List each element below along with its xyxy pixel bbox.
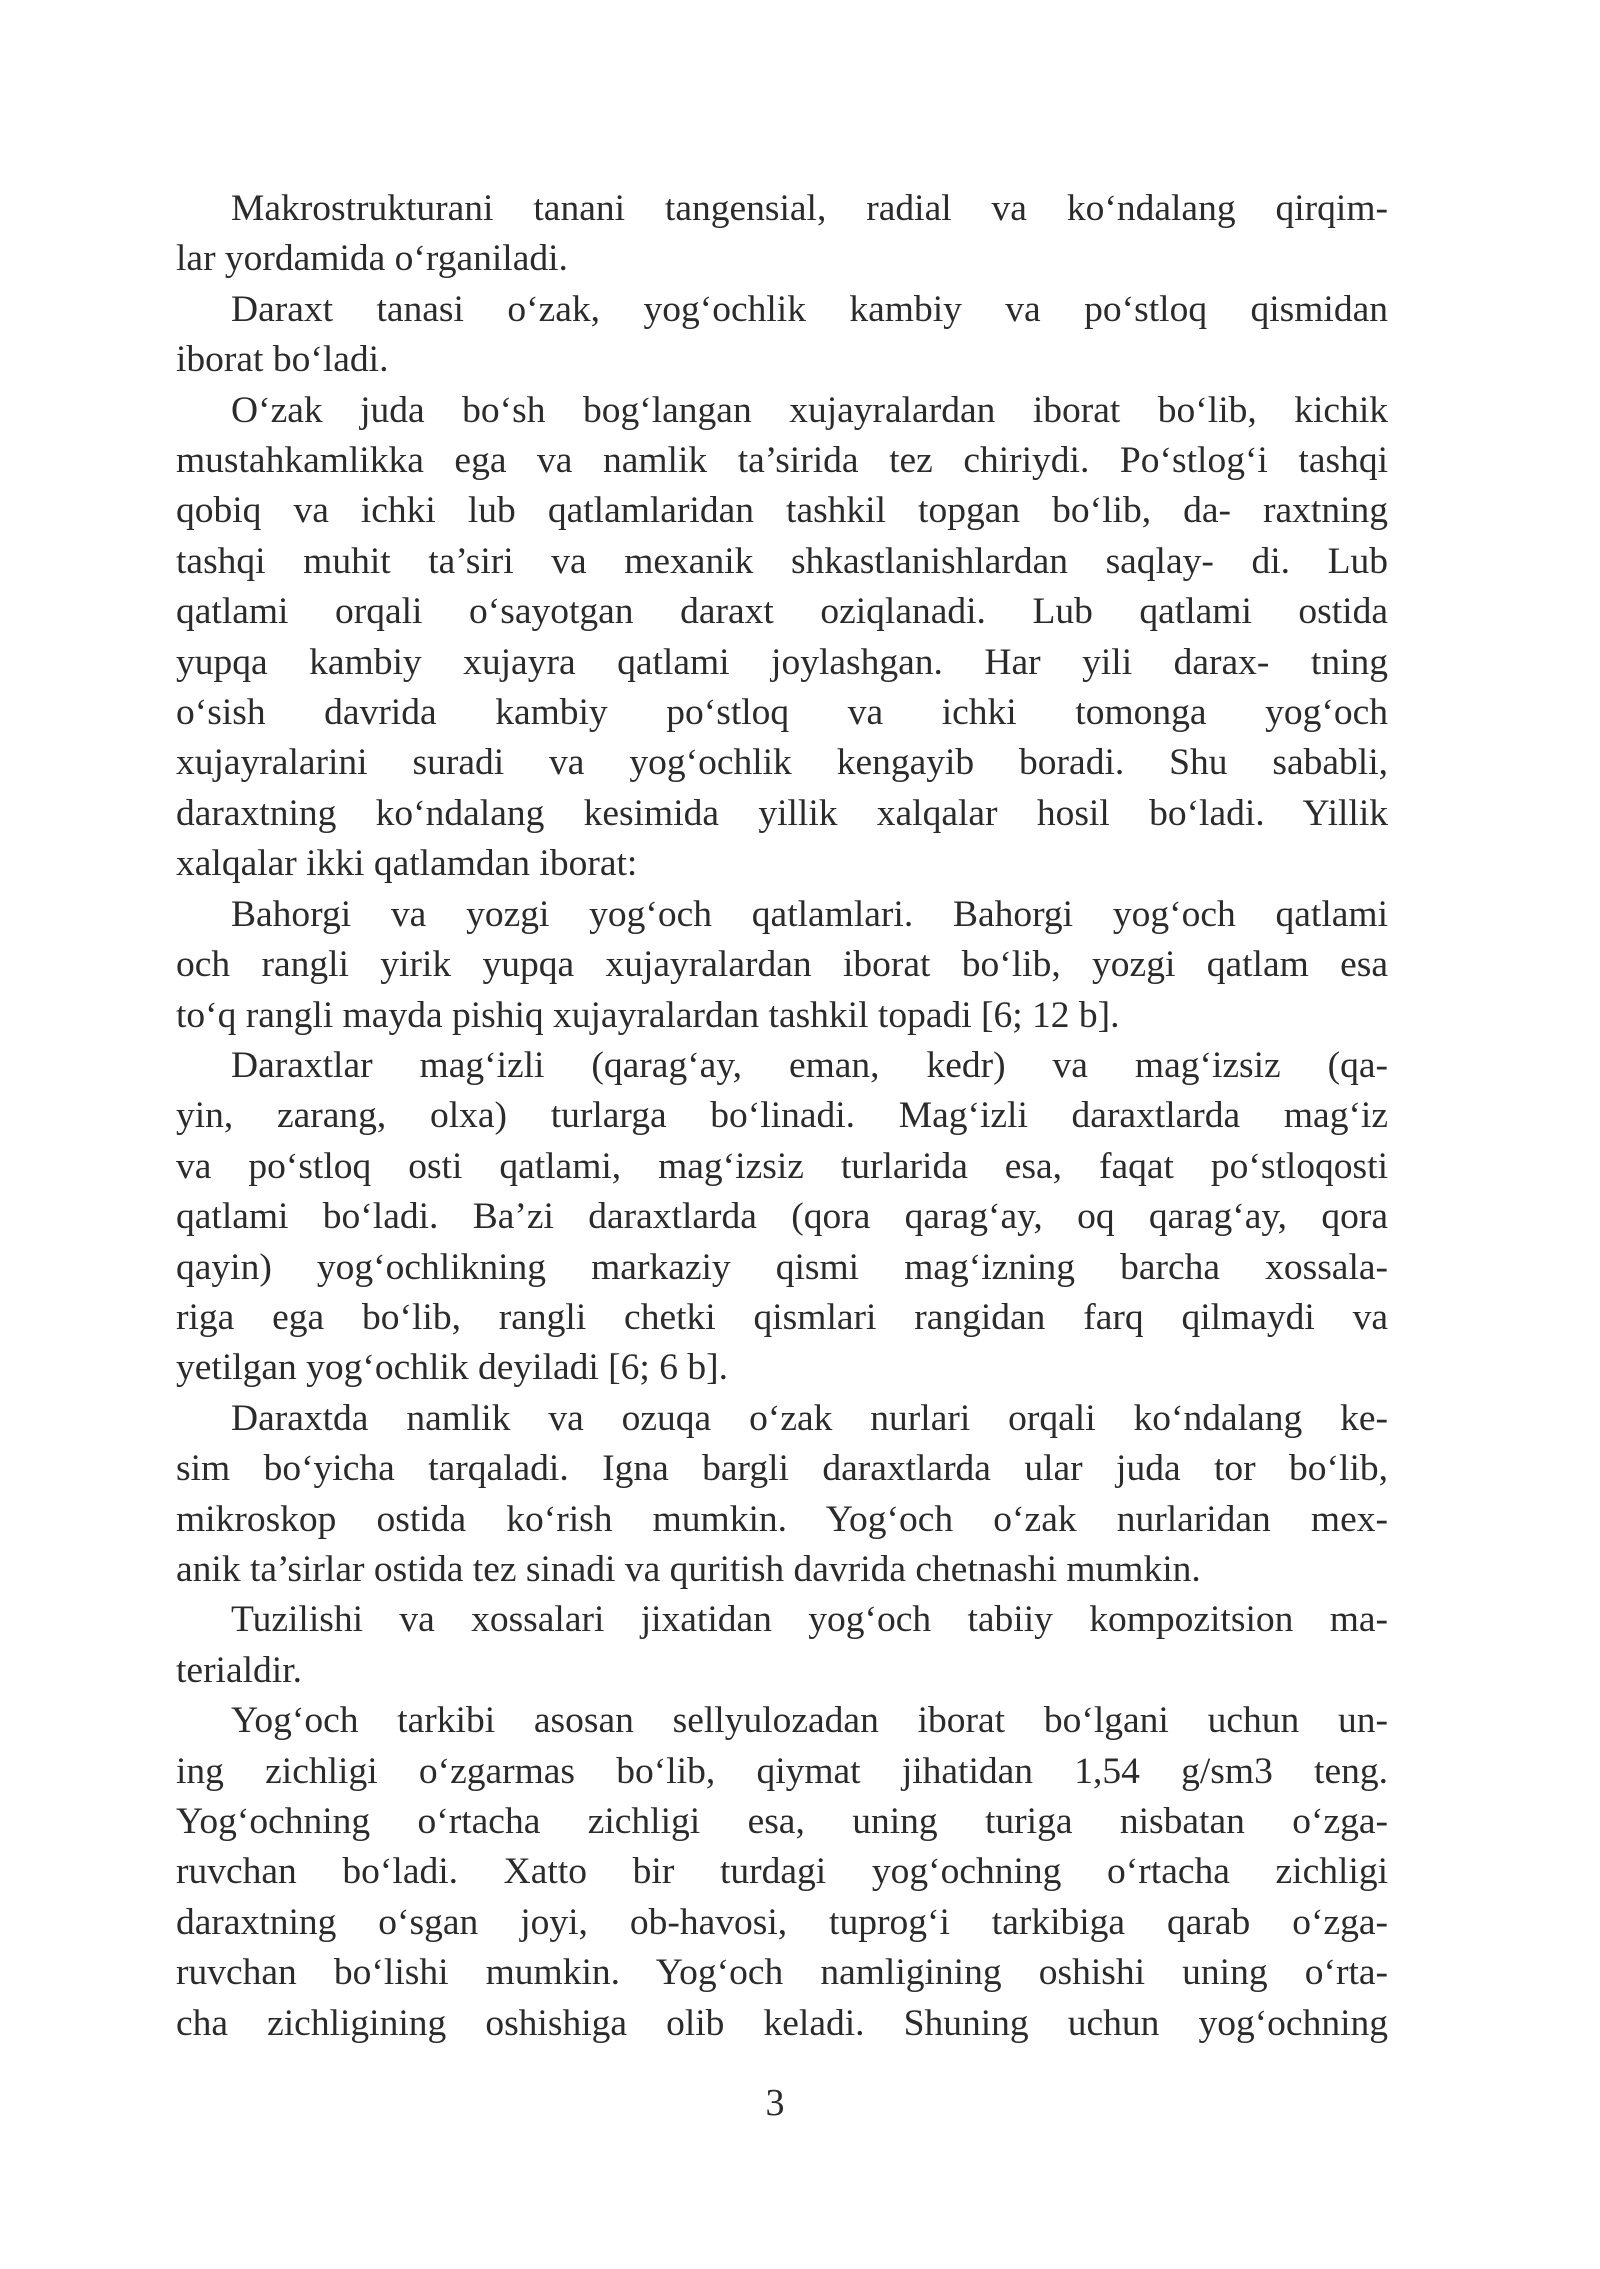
text-line: riga ega bo‘lib, rangli chetki qismlari rangidan farq qilmaydi va [176, 1296, 1388, 1338]
text-line: O‘zak juda bo‘sh bog‘langan xujayralardan iborat bo‘lib, kichik [231, 389, 1388, 431]
text-line: yetilgan yog‘ochlik deyiladi [6; 6 b]. [176, 1347, 728, 1389]
text-line: ing zichligi o‘zgarmas bo‘lib, qiymat jihatidan 1,54 g/sm3 teng. [176, 1750, 1388, 1792]
text-line: mikroskop ostida ko‘rish mumkin. Yog‘och o‘zak nurlaridan mex- [176, 1498, 1388, 1540]
body-text [176, 184, 1388, 2049]
text-line: Yog‘och tarkibi asosan sellyulozadan iborat bo‘lgani uchun un- [231, 1700, 1388, 1742]
text-line: Makrostrukturani tanani tangensial, radial va ko‘ndalang qirqim- [231, 188, 1388, 229]
page-number: 3 [765, 2082, 785, 2124]
text-line: ruvchan bo‘lishi mumkin. Yog‘och namligining oshishi uning o‘rta- [176, 1952, 1388, 1994]
text-line: Tuzilishi va xossalari jixatidan yog‘och tabiiy kompozitsion ma- [231, 1599, 1388, 1641]
text-line: Bahorgi va yozgi yog‘och qatlamlari. Bahorgi yog‘och qatlami [231, 893, 1388, 935]
text-line: qobiq va ichki lub qatlamlaridan tashkil topgan bo‘lib, da- raxtning [176, 490, 1388, 532]
text-line: Daraxt tanasi o‘zak, yog‘ochlik kambiy va po‘stloq qismidan [231, 288, 1388, 330]
text-line: va po‘stloq osti qatlami, mag‘izsiz turlarida esa, faqat po‘stloqosti [176, 1145, 1388, 1187]
text-line: qatlami bo‘ladi. Ba’zi daraxtlarda (qora qarag‘ay, oq qarag‘ay, qora [176, 1196, 1388, 1238]
text-line: daraxtning ko‘ndalang kesimida yillik xalqalar hosil bo‘ladi. Yillik [176, 792, 1388, 834]
text-line: cha zichligining oshishiga olib keladi. Shuning uchun yog‘ochning [176, 2002, 1388, 2044]
paragraph [176, 184, 1388, 285]
text-line: yin, zarang, olxa) turlarga bo‘linadi. Mag‘izli daraxtlarda mag‘iz [176, 1095, 1388, 1137]
paragraph [176, 386, 1388, 890]
text-line: yupqa kambiy xujayra qatlami joylashgan. Har yili darax- tning [176, 641, 1388, 683]
paragraph [176, 1041, 1388, 1394]
text-line: tashqi muhit ta’siri va mexanik shkastlanishlardan saqlay- di. Lub [176, 540, 1388, 582]
text-line: terialdir. [176, 1649, 302, 1691]
text-line: Yog‘ochning o‘rtacha zichligi esa, uning turiga nisbatan o‘zga- [176, 1801, 1388, 1842]
text-line: mustahkamlikka ega va namlik ta’sirida tez chiriydi. Po‘stlog‘i tashqi [176, 440, 1388, 482]
paragraph [176, 1696, 1388, 2049]
text-line: iborat bo‘ladi. [176, 339, 389, 381]
paragraph [176, 1394, 1388, 1596]
text-line: sim bo‘yicha tarqaladi. Igna bargli daraxtlarda ular juda tor bo‘lib, [176, 1448, 1388, 1490]
text-line: och rangli yirik yupqa xujayralardan iborat bo‘lib, yozgi qatlam esa [176, 944, 1388, 986]
text-line: Daraxtlar mag‘izli (qarag‘ay, eman, kedr) va mag‘izsiz (qa- [231, 1044, 1388, 1086]
text-line: qayin) yog‘ochlikning markaziy qismi mag‘izning barcha xossala- [176, 1246, 1388, 1288]
paragraph [176, 285, 1388, 386]
paragraph [176, 890, 1388, 1041]
text-line: xujayralarini suradi va yog‘ochlik kengayib boradi. Shu sababli, [176, 742, 1388, 784]
text-line: xalqalar ikki qatlamdan iborat: [176, 843, 638, 885]
text-line: lar yordamida o‘rganiladi. [176, 238, 568, 280]
text-line: ruvchan bo‘ladi. Xatto bir turdagi yog‘ochning o‘rtacha zichligi [176, 1851, 1388, 1893]
text-line: o‘sish davrida kambiy po‘stloq va ichki tomonga yog‘och [176, 692, 1388, 734]
text-line: to‘q rangli mayda pishiq xujayralardan tashkil topadi [6; 12 b]. [176, 994, 1120, 1036]
text-line: daraxtning o‘sgan joyi, ob-havosi, tuprog‘i tarkibiga qarab o‘zga- [176, 1901, 1388, 1943]
text-line: Daraxtda namlik va ozuqa o‘zak nurlari orqali ko‘ndalang ke- [231, 1397, 1388, 1439]
paragraph [176, 1595, 1388, 1696]
text-line: anik ta’sirlar ostida tez sinadi va quritish davrida chetnashi mumkin. [176, 1548, 1201, 1590]
text-line: qatlami orqali o‘sayotgan daraxt oziqlanadi. Lub qatlami ostida [176, 591, 1388, 633]
